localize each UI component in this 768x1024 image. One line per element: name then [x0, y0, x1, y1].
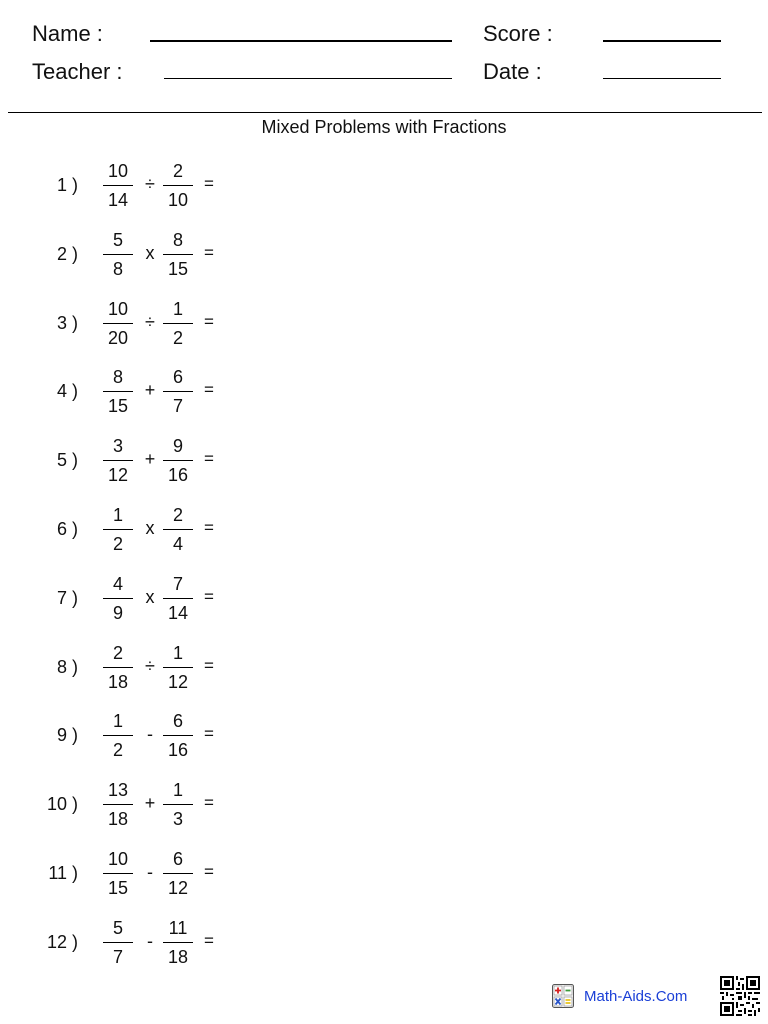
denominator: 7 — [172, 396, 183, 417]
first-fraction — [101, 641, 135, 693]
first-fraction — [101, 228, 135, 280]
operator-sign: - — [147, 862, 153, 882]
problem-item — [0, 572, 320, 624]
problem-item — [0, 297, 320, 349]
teacher-blank-line — [164, 78, 452, 79]
numerator: 1 — [172, 642, 183, 663]
numerator: 5 — [112, 917, 123, 938]
second-fraction — [161, 365, 195, 417]
first-fraction — [101, 297, 135, 349]
equals-sign: = — [204, 380, 214, 400]
problem-number: 3 ) — [56, 312, 78, 333]
header-divider — [8, 112, 762, 113]
fraction-bar — [103, 804, 133, 805]
denominator: 15 — [107, 396, 129, 417]
fraction-bar — [103, 185, 133, 186]
operator-sign: ÷ — [145, 174, 155, 194]
name-blank-line — [150, 40, 452, 42]
first-fraction — [101, 365, 135, 417]
operator-sign: + — [144, 449, 156, 470]
numerator: 6 — [172, 849, 183, 869]
denominator: 12 — [167, 878, 189, 898]
problem-number: 4 ) — [56, 381, 78, 402]
numerator: 3 — [112, 436, 123, 457]
fraction-bar — [103, 598, 133, 599]
problem-number: 10 ) — [46, 794, 78, 815]
problem-number: 1 ) — [56, 175, 78, 195]
numerator: 1 — [112, 505, 123, 525]
numerator: 1 — [172, 298, 183, 319]
fraction-bar — [103, 529, 133, 530]
calculator-icon — [552, 984, 574, 1008]
problem-item — [0, 159, 320, 211]
first-fraction — [101, 709, 135, 761]
worksheet-title: Mixed Problems with Fractions — [261, 117, 507, 137]
problem-item — [0, 641, 320, 693]
equals-sign: = — [204, 586, 214, 606]
operator-sign: + — [144, 380, 156, 401]
equals-sign: = — [204, 655, 214, 675]
first-fraction — [101, 916, 135, 968]
denominator: 4 — [172, 534, 183, 554]
denominator: 16 — [167, 465, 189, 486]
fraction-bar — [163, 323, 193, 324]
denominator: 8 — [112, 258, 123, 279]
numerator: 1 — [112, 711, 123, 732]
problem-number: 6 ) — [56, 519, 78, 539]
brand-link[interactable]: Math-Aids.Com — [584, 988, 688, 1005]
operator-sign: + — [144, 793, 156, 814]
fraction-bar — [163, 185, 193, 186]
fraction-bar — [103, 391, 133, 392]
numerator: 10 — [107, 849, 129, 869]
operator-sign: x — [145, 242, 155, 263]
date-label: Date : — [483, 59, 542, 84]
fraction-bar — [163, 804, 193, 805]
problem-number: 12 ) — [46, 931, 78, 952]
fraction-bar — [103, 735, 133, 736]
denominator: 12 — [107, 465, 129, 486]
problem-item — [0, 228, 320, 280]
first-fraction — [101, 847, 135, 899]
problem-item — [0, 503, 320, 555]
numerator: 9 — [172, 436, 183, 457]
name-label: Name : — [32, 21, 103, 46]
denominator: 2 — [112, 534, 123, 554]
fraction-bar — [163, 942, 193, 943]
fraction-bar — [163, 735, 193, 736]
denominator: 14 — [167, 602, 189, 623]
fraction-bar — [103, 873, 133, 874]
equals-sign: = — [204, 518, 214, 537]
denominator: 10 — [167, 190, 189, 210]
fraction-bar — [103, 323, 133, 324]
denominator: 18 — [107, 809, 129, 830]
fraction-bar — [163, 667, 193, 668]
second-fraction — [161, 434, 195, 486]
numerator: 6 — [172, 367, 183, 388]
second-fraction — [161, 916, 195, 968]
fraction-bar — [163, 460, 193, 461]
operator-sign: ÷ — [145, 311, 155, 332]
denominator: 18 — [167, 946, 189, 967]
equals-sign: = — [204, 449, 214, 469]
first-fraction — [101, 503, 135, 555]
fraction-bar — [103, 667, 133, 668]
first-fraction — [101, 778, 135, 830]
fraction-bar — [103, 254, 133, 255]
second-fraction — [161, 709, 195, 761]
numerator: 11 — [168, 917, 188, 938]
qr-code-icon — [720, 976, 760, 1016]
teacher-label: Teacher : — [32, 59, 123, 84]
numerator: 4 — [112, 573, 123, 594]
date-blank-line — [603, 78, 721, 79]
denominator: 9 — [112, 602, 123, 623]
operator-sign: x — [145, 586, 155, 607]
equals-sign: = — [204, 724, 214, 744]
equals-sign: = — [204, 174, 214, 193]
numerator: 10 — [107, 298, 129, 319]
numerator: 2 — [112, 642, 123, 663]
denominator: 7 — [112, 946, 123, 967]
problem-item — [0, 778, 320, 830]
first-fraction — [101, 572, 135, 624]
problem-item — [0, 709, 320, 761]
score-blank-line — [603, 40, 721, 42]
second-fraction — [161, 297, 195, 349]
denominator: 15 — [167, 258, 189, 279]
second-fraction — [161, 778, 195, 830]
numerator: 7 — [172, 573, 183, 594]
fraction-bar — [103, 942, 133, 943]
denominator: 18 — [107, 671, 129, 692]
score-label: Score : — [483, 21, 553, 46]
second-fraction — [161, 641, 195, 693]
fraction-bar — [163, 254, 193, 255]
problem-item — [0, 434, 320, 486]
denominator: 3 — [172, 809, 183, 830]
second-fraction — [161, 503, 195, 555]
denominator: 2 — [112, 740, 123, 761]
second-fraction — [161, 572, 195, 624]
second-fraction — [161, 847, 195, 899]
denominator: 2 — [172, 327, 183, 348]
denominator: 12 — [167, 671, 189, 692]
second-fraction — [161, 228, 195, 280]
equals-sign: = — [204, 793, 214, 813]
problem-item — [0, 365, 320, 417]
operator-sign: ÷ — [145, 655, 155, 676]
problem-item — [0, 916, 320, 968]
numerator: 6 — [172, 711, 183, 732]
problem-number: 9 ) — [56, 725, 78, 746]
numerator: 8 — [172, 229, 183, 250]
problem-number: 5 ) — [56, 450, 78, 471]
fraction-bar — [163, 391, 193, 392]
numerator: 13 — [107, 780, 129, 801]
numerator: 5 — [112, 229, 123, 250]
fraction-bar — [103, 460, 133, 461]
first-fraction — [101, 159, 135, 211]
denominator: 14 — [107, 190, 129, 210]
numerator: 8 — [112, 367, 123, 388]
problem-item — [0, 847, 320, 899]
operator-sign: x — [145, 518, 155, 538]
fraction-bar — [163, 598, 193, 599]
operator-sign: - — [147, 930, 153, 951]
numerator: 1 — [172, 780, 183, 801]
equals-sign: = — [204, 311, 214, 331]
problem-number: 11 ) — [48, 863, 78, 883]
operator-sign: - — [147, 724, 153, 745]
second-fraction — [161, 159, 195, 211]
first-fraction — [101, 434, 135, 486]
equals-sign: = — [204, 242, 214, 262]
problem-number: 7 ) — [56, 587, 78, 608]
numerator: 2 — [172, 161, 183, 181]
problem-number: 8 ) — [56, 656, 78, 677]
equals-sign: = — [204, 862, 214, 881]
numerator: 10 — [107, 161, 129, 181]
denominator: 16 — [167, 740, 189, 761]
equals-sign: = — [204, 930, 214, 950]
denominator: 15 — [107, 878, 129, 898]
denominator: 20 — [107, 327, 129, 348]
fraction-bar — [163, 529, 193, 530]
problem-number: 2 ) — [56, 243, 78, 264]
numerator: 2 — [172, 505, 183, 525]
fraction-bar — [163, 873, 193, 874]
